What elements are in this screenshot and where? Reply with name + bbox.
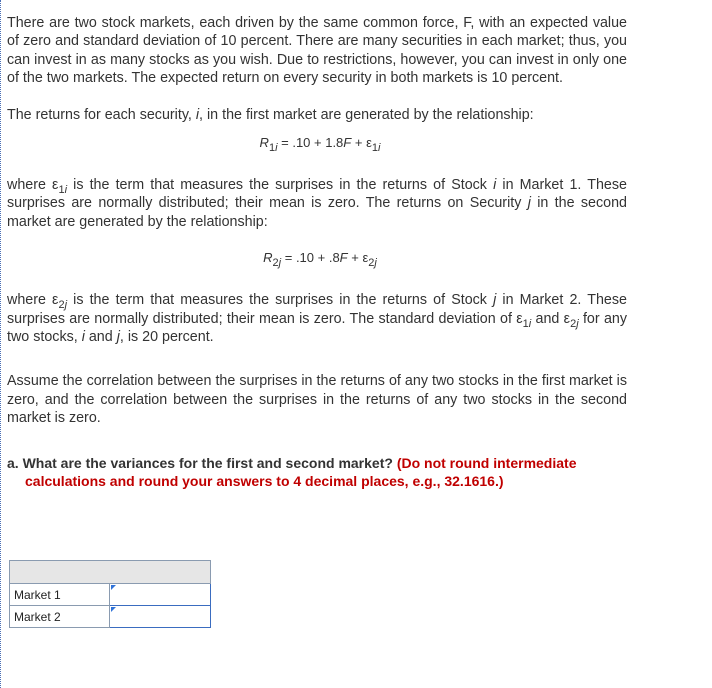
row-label-market-1: Market 1 (10, 584, 110, 606)
table-row (10, 606, 211, 628)
market-2-answer-input[interactable] (110, 606, 211, 628)
answer-table-header (10, 561, 211, 584)
question-hint: (Do not round intermediate calculations and round your answers to 4 decimal places, e.g., 32.1616.) (25, 454, 577, 490)
question-label: a. (7, 454, 19, 471)
row-label-market-2: Market 2 (10, 606, 110, 628)
market-1-answer-input[interactable] (110, 584, 211, 606)
problem-paragraph-4: where $\varepsilon_{2j}$ is the term that measures the surprises in the returns of Stock j in Market 2. These surprises are normally distributed; their mean is zero. The standard deviation of $\varepsilon_{1i}$ and $\varepsilon_{2j}$ for any two stocks, i and j, is 20 percent. (7, 292, 628, 346)
question-text: What are the variances for the first and second market? (22, 454, 393, 471)
left-border (0, 0, 1, 688)
equation-market-2: $R_{2j} = .10 + .8F + \varepsilon_{2j}$ (263, 250, 377, 270)
problem-paragraph-5: Assume the correlation between the surprises in the returns of any two stocks in the first market is zero, and the correlation between the surprises in the returns of any two stocks in the second market is zero. (7, 373, 627, 427)
problem-paragraph-2: The returns for each security, i, in the first market are generated by the relationship: (7, 106, 534, 123)
problem-paragraph-1: There are two stock markets, each driven by the same common force, F, with an expected value of zero and standard deviation of 10 percent. There are many securities in each market; thus, you can invest in as many stocks as you wish. Due to restrictions, however, you can invest in only one of the two markets. The expected return on every security in both markets is 10 percent. (7, 15, 627, 87)
input-marker-icon (111, 607, 116, 612)
input-marker-icon (111, 585, 116, 590)
equation-market-1: $R_{1i} = .10 + 1.8F + \varepsilon_{1i}$ (259, 135, 381, 155)
answer-table-header-cell (10, 561, 211, 584)
table-row (10, 584, 211, 606)
answer-table (9, 560, 211, 628)
question-a (7, 454, 627, 491)
problem-paragraph-3: where $\varepsilon_{1i}$ is the term that measures the surprises in the returns of Stock i in Market 1. These surprises are normally distributed; their mean is zero. The returns on Security j in the second market are generated by the relationship: (7, 177, 627, 230)
problem-content (7, 14, 627, 491)
